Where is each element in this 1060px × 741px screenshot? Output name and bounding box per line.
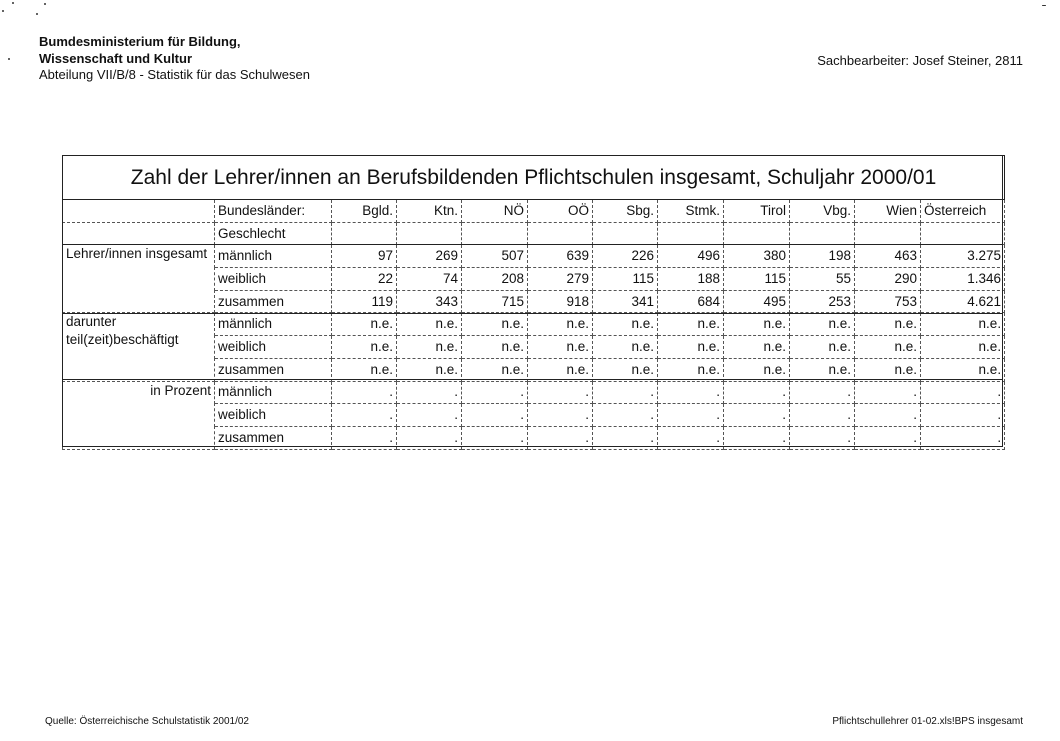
value-cell: n.e. bbox=[790, 313, 855, 336]
value-cell: 507 bbox=[462, 245, 528, 268]
gender-label: Geschlecht bbox=[215, 222, 332, 245]
empty-cell bbox=[332, 222, 397, 245]
value-cell: n.e. bbox=[593, 313, 658, 336]
scan-speck bbox=[1042, 5, 1046, 6]
empty-cell bbox=[921, 222, 1005, 245]
value-cell: n.e. bbox=[658, 358, 724, 381]
value-cell: . bbox=[593, 381, 658, 404]
value-cell: 463 bbox=[855, 245, 921, 268]
gender-cell: zusammen bbox=[215, 290, 332, 313]
value-cell: . bbox=[528, 426, 593, 449]
table-title: Zahl der Lehrer/innen an Berufsbildenden Pflichtschulen insgesamt, Schuljahr 2000/01 bbox=[63, 156, 1005, 200]
value-cell: n.e. bbox=[462, 358, 528, 381]
value-cell: 496 bbox=[658, 245, 724, 268]
source-note: Quelle: Österreichische Schulstatistik 2001/02 bbox=[45, 716, 249, 727]
gender-cell: weiblich bbox=[215, 336, 332, 359]
empty-cell bbox=[658, 222, 724, 245]
value-cell: 715 bbox=[462, 290, 528, 313]
value-cell: n.e. bbox=[790, 336, 855, 359]
value-cell: . bbox=[528, 404, 593, 427]
value-cell: n.e. bbox=[332, 313, 397, 336]
value-cell: n.e. bbox=[790, 358, 855, 381]
value-cell: . bbox=[332, 404, 397, 427]
value-cell: . bbox=[921, 426, 1005, 449]
value-cell: n.e. bbox=[332, 336, 397, 359]
empty-cell bbox=[397, 222, 462, 245]
value-cell: . bbox=[397, 426, 462, 449]
value-cell: 918 bbox=[528, 290, 593, 313]
value-cell: n.e. bbox=[855, 358, 921, 381]
empty-cell bbox=[63, 222, 215, 245]
value-cell: 55 bbox=[790, 268, 855, 291]
value-cell: 290 bbox=[855, 268, 921, 291]
value-cell: n.e. bbox=[855, 336, 921, 359]
value-cell: 208 bbox=[462, 268, 528, 291]
value-cell: . bbox=[921, 381, 1005, 404]
value-cell: 341 bbox=[593, 290, 658, 313]
value-cell: n.e. bbox=[397, 313, 462, 336]
value-cell: n.e. bbox=[332, 358, 397, 381]
group-label: Lehrer/innen insgesamt bbox=[63, 245, 215, 313]
value-cell: 198 bbox=[790, 245, 855, 268]
value-cell: 3.275 bbox=[921, 245, 1005, 268]
empty-cell bbox=[593, 222, 658, 245]
group-label: darunter teil(zeit)beschäftigt bbox=[63, 313, 215, 381]
letterhead bbox=[39, 34, 310, 84]
value-cell: . bbox=[921, 404, 1005, 427]
value-cell: n.e. bbox=[855, 313, 921, 336]
value-cell: 1.346 bbox=[921, 268, 1005, 291]
value-cell: n.e. bbox=[724, 313, 790, 336]
column-header: Stmk. bbox=[658, 200, 724, 223]
column-header: Ktn. bbox=[397, 200, 462, 223]
value-cell: n.e. bbox=[462, 313, 528, 336]
value-cell: n.e. bbox=[528, 358, 593, 381]
value-cell: . bbox=[855, 381, 921, 404]
table-row bbox=[63, 313, 1005, 336]
column-header: Wien bbox=[855, 200, 921, 223]
value-cell: n.e. bbox=[921, 336, 1005, 359]
value-cell: . bbox=[658, 404, 724, 427]
divider bbox=[62, 199, 1003, 200]
value-cell: . bbox=[790, 426, 855, 449]
column-header: Sbg. bbox=[593, 200, 658, 223]
table-row bbox=[63, 381, 1005, 404]
value-cell: n.e. bbox=[921, 358, 1005, 381]
gender-cell: männlich bbox=[215, 381, 332, 404]
value-cell: 115 bbox=[724, 268, 790, 291]
divider bbox=[62, 379, 1003, 380]
value-cell: . bbox=[528, 381, 593, 404]
divider bbox=[62, 313, 1003, 314]
value-cell: . bbox=[724, 426, 790, 449]
empty-cell bbox=[855, 222, 921, 245]
value-cell: . bbox=[855, 426, 921, 449]
value-cell: . bbox=[724, 404, 790, 427]
value-cell: . bbox=[462, 381, 528, 404]
value-cell: 226 bbox=[593, 245, 658, 268]
value-cell: . bbox=[658, 426, 724, 449]
value-cell: n.e. bbox=[397, 336, 462, 359]
value-cell: . bbox=[790, 404, 855, 427]
value-cell: 684 bbox=[658, 290, 724, 313]
value-cell: n.e. bbox=[658, 336, 724, 359]
value-cell: 253 bbox=[790, 290, 855, 313]
gender-header-row bbox=[63, 222, 1005, 245]
scan-speck bbox=[12, 2, 14, 4]
empty-cell bbox=[63, 200, 215, 223]
column-header: Tirol bbox=[724, 200, 790, 223]
value-cell: n.e. bbox=[724, 358, 790, 381]
column-header: Österreich bbox=[921, 200, 1005, 223]
value-cell: 22 bbox=[332, 268, 397, 291]
column-header: Vbg. bbox=[790, 200, 855, 223]
value-cell: 115 bbox=[593, 268, 658, 291]
column-header: OÖ bbox=[528, 200, 593, 223]
value-cell: n.e. bbox=[658, 313, 724, 336]
value-cell: n.e. bbox=[593, 358, 658, 381]
value-cell: 380 bbox=[724, 245, 790, 268]
value-cell: n.e. bbox=[724, 336, 790, 359]
value-cell: . bbox=[593, 426, 658, 449]
divider bbox=[62, 244, 1003, 245]
table-row bbox=[63, 245, 1005, 268]
value-cell: n.e. bbox=[921, 313, 1005, 336]
column-header: NÖ bbox=[462, 200, 528, 223]
value-cell: . bbox=[593, 404, 658, 427]
value-cell: 97 bbox=[332, 245, 397, 268]
value-cell: . bbox=[658, 381, 724, 404]
value-cell: . bbox=[462, 426, 528, 449]
empty-cell bbox=[528, 222, 593, 245]
column-header: Bgld. bbox=[332, 200, 397, 223]
gender-cell: weiblich bbox=[215, 404, 332, 427]
value-cell: 639 bbox=[528, 245, 593, 268]
value-cell: 269 bbox=[397, 245, 462, 268]
value-cell: . bbox=[332, 426, 397, 449]
value-cell: 495 bbox=[724, 290, 790, 313]
gender-cell: zusammen bbox=[215, 426, 332, 449]
value-cell: . bbox=[397, 404, 462, 427]
gender-cell: männlich bbox=[215, 313, 332, 336]
value-cell: n.e. bbox=[462, 336, 528, 359]
department: Abteilung VII/B/8 - Statistik für das Schulwesen bbox=[39, 67, 310, 82]
ministry-line-1: Bumdesministerium für Bildung, bbox=[39, 34, 241, 49]
value-cell: 4.621 bbox=[921, 290, 1005, 313]
clerk-info: Sachbearbeiter: Josef Steiner, 2811 bbox=[817, 53, 1023, 68]
group-label: in Prozent bbox=[63, 381, 215, 449]
value-cell: 753 bbox=[855, 290, 921, 313]
scan-speck bbox=[8, 58, 10, 60]
empty-cell bbox=[724, 222, 790, 245]
value-cell: . bbox=[332, 381, 397, 404]
column-header-row bbox=[63, 200, 1005, 223]
empty-cell bbox=[790, 222, 855, 245]
gender-cell: männlich bbox=[215, 245, 332, 268]
scan-speck bbox=[44, 3, 46, 5]
value-cell: n.e. bbox=[528, 313, 593, 336]
value-cell: 279 bbox=[528, 268, 593, 291]
value-cell: . bbox=[790, 381, 855, 404]
value-cell: 119 bbox=[332, 290, 397, 313]
ministry-line-2: Wissenschaft und Kultur bbox=[39, 50, 193, 66]
value-cell: 343 bbox=[397, 290, 462, 313]
gender-cell: zusammen bbox=[215, 358, 332, 381]
file-reference: Pflichtschullehrer 01-02.xls!BPS insgesamt bbox=[832, 716, 1023, 727]
scan-speck bbox=[2, 10, 4, 12]
value-cell: . bbox=[397, 381, 462, 404]
value-cell: 74 bbox=[397, 268, 462, 291]
region-label: Bundesländer: bbox=[215, 200, 332, 223]
value-cell: n.e. bbox=[397, 358, 462, 381]
value-cell: n.e. bbox=[528, 336, 593, 359]
value-cell: . bbox=[855, 404, 921, 427]
scan-speck bbox=[36, 13, 38, 15]
value-cell: n.e. bbox=[593, 336, 658, 359]
value-cell: . bbox=[724, 381, 790, 404]
value-cell: 188 bbox=[658, 268, 724, 291]
gender-cell: weiblich bbox=[215, 268, 332, 291]
value-cell: . bbox=[462, 404, 528, 427]
empty-cell bbox=[462, 222, 528, 245]
